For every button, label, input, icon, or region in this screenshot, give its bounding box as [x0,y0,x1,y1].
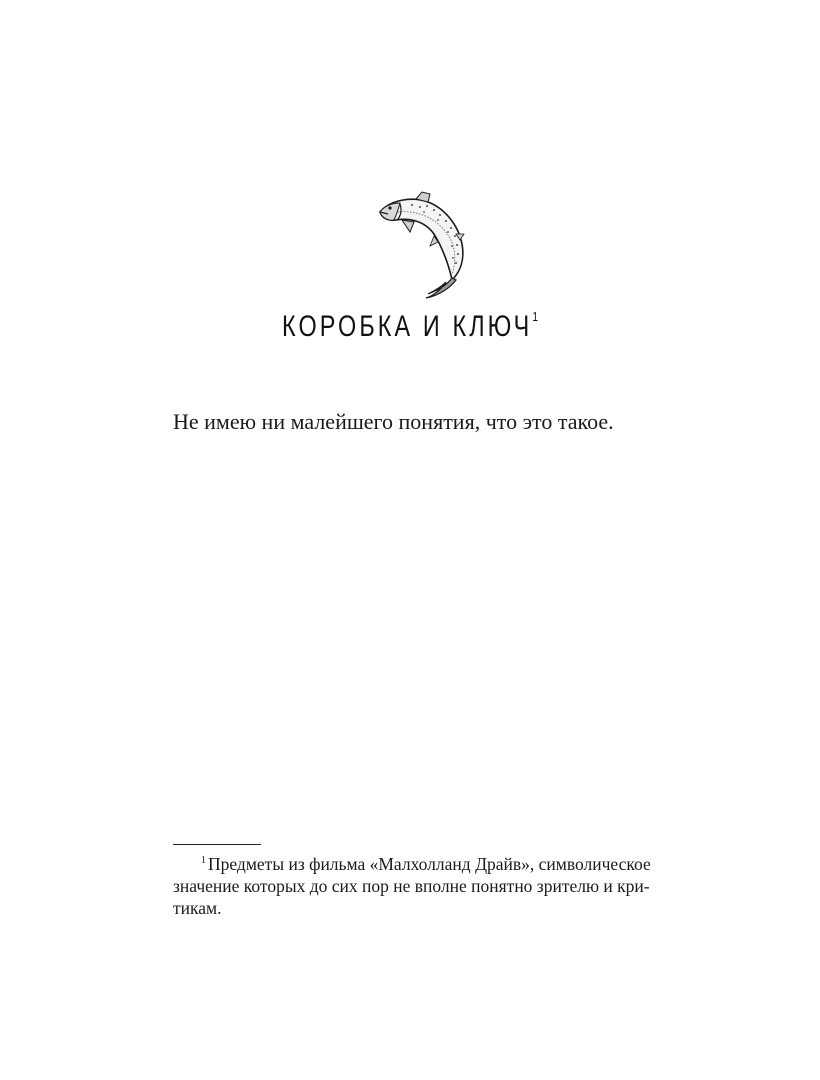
chapter-title [90,309,730,344]
footnote-marker: 1 [201,855,206,866]
footnote-line-1: $^1$ Предметы из фильма «Малхолланд Драйв», символическое [201,854,651,874]
footnote [173,850,693,919]
footnote-reference[interactable]: 1 [532,309,539,324]
footnote-line-3: тикам. [173,898,222,918]
footnote-line-2: значение которых до сих пор не вполне понятно зрителю и кри- [173,876,650,896]
footnote-divider [173,844,261,845]
body-paragraph: Не имею ни малейшего понятия, что это такое. [173,409,614,434]
chapter-title-text: КОРОБКА И КЛЮЧ [281,310,533,343]
fish-icon [372,190,472,300]
